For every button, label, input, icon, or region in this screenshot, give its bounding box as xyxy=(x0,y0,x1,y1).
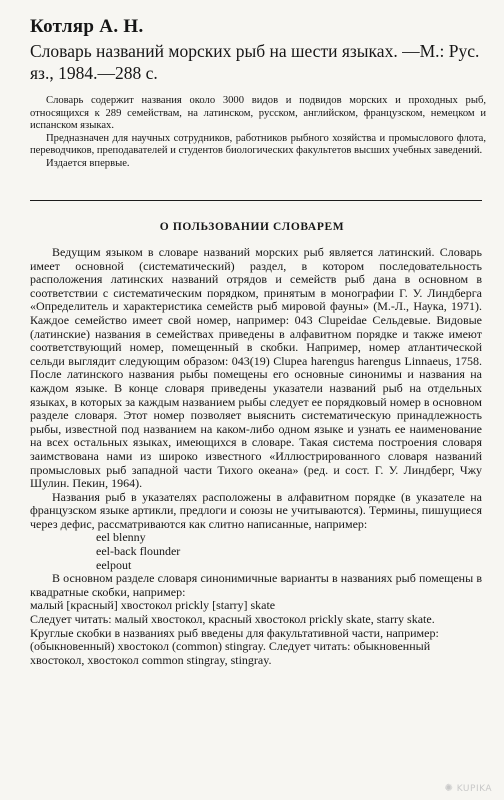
body-paragraph: Названия рыб в указателях расположены в алфавитном порядке (в указателе на французском языке артикли, предлоги и союзы не учитываются). Термины, пишущиеся через дефис, рассматриваются как слитно написанные, например: xyxy=(30,489,482,531)
watermark xyxy=(445,783,493,794)
example-line: малый [красный] хвостокол prickly [starry] skate xyxy=(30,598,276,613)
annotation-paragraph: Предназначен для научных сотрудников, работников рыбного хозяйства и промыслового флота, переводчиков, преподавателей и студентов биологических факультетов высших учебных заведений. xyxy=(30,132,486,157)
body-paragraph: В основном разделе словаря синонимичные варианты в названиях рыб помещены в квадратные скобки, например: xyxy=(30,571,482,599)
book-title: Словарь названий морских рыб на шести языках. —М.: Рус. яз., 1984.—288 с. xyxy=(30,41,480,83)
example-list xyxy=(96,531,482,572)
annotation-paragraph: Словарь содержит названия около 3000 видов и подвидов морских и проходных рыб, относящихся к 289 семействам, на латинском, русском, английском, французском, немецком и испанском языках. xyxy=(30,95,486,132)
example-term: eelpout xyxy=(96,557,132,572)
divider-line xyxy=(30,200,482,201)
body-paragraph: Ведущим языком в словаре названий морских рыб является латинский. Словарь имеет основной (систематический) раздел, в котором последовательность расположения латинских названий отрядов и семейств рыб дана в основном в соответствии с систематическим порядком, принятым в монографии Г. У. Линдберга «Определитель и характеристика семейств рыб мировой фауны» (М.-Л., Наука, 1971). Каждое семейство имеет свой номер, например: 043 Clupeidae Сельдевые. Видовые (латинские) названия в семействах приведены в алфавитном порядке и также имеют соответствующий номер, помещенный в скобки. Например, номер атлантической сельди выглядит следующим образом: 043(19) Clupea harengus harengus Linnaeus, 1758. После латинского названия рыбы помещены его основные синонимы и названия на каждом языке. В конце словаря приведены указатели названий рыб на отдельных языках, в которых за каждым названием рыбы следует ее порядковый номер в основном разделе словаря. Этот номер позволяет выяснить систематическую принадлежность рыбы, известной под названием на каком-либо одном языке и узнать ее наименование на всех остальных языках, имеющихся в словаре. Такая система построения словаря заимствована нами из широко известного «Иллюстрированного словаря названий промысловых рыб западной части Тихого океана» (ред. и сост. Г. У. Линдберг, Чжу Шулин. Пекин, 1964). xyxy=(30,245,482,491)
watermark-text: KUPIKA xyxy=(456,784,492,794)
example-term: eel blenny xyxy=(96,530,146,545)
example-term: eel-back flounder xyxy=(96,544,181,559)
section-heading: О ПОЛЬЗОВАНИИ СЛОВАРЕМ xyxy=(159,221,345,233)
watermark-icon: ✺ xyxy=(444,783,454,794)
body-line: Следует читать: малый хвостокол, красный хвостокол prickly skate, starry skate. xyxy=(30,612,435,627)
body-line: Круглые скобки в названиях рыб введены для факультативной части, например: (обыкновенный) хвостокол (common) stingray. Следует читать: обыкновенный хвостокол, хвостокол common stingray, stingray. xyxy=(30,625,439,667)
annotation-block xyxy=(30,95,486,171)
annotation-paragraph: Издается впервые. xyxy=(46,157,130,169)
section-body xyxy=(30,246,482,667)
author-name: Котляр А. Н. xyxy=(30,16,144,37)
